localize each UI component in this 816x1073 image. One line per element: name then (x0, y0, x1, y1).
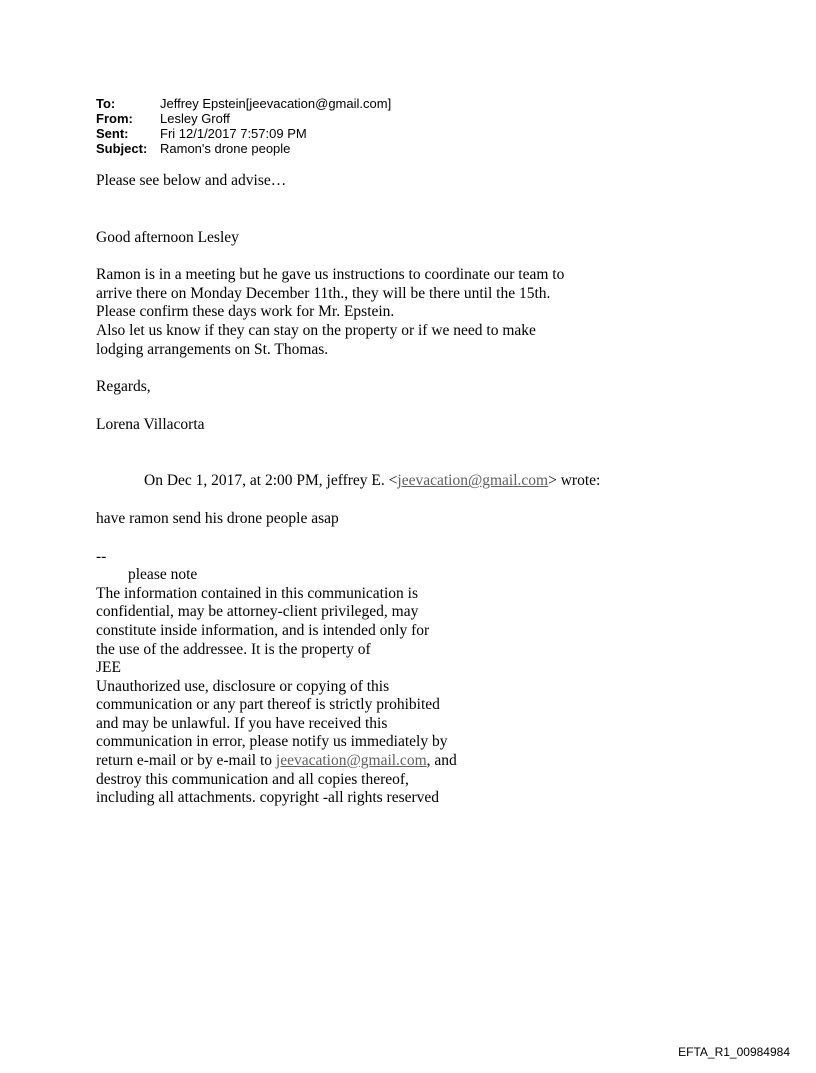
quote-attribution (96, 472, 796, 491)
body-line: arrive there on Monday December 11th., they will be there until the 15th. (96, 284, 551, 302)
quote-email-link[interactable]: jeevacation@gmail.com (397, 472, 549, 490)
disclaimer-line: including all attachments. copyright -all rights reserved (96, 789, 440, 807)
document-id: EFTA_R1_00984984 (678, 1045, 790, 1059)
email-header (96, 96, 391, 156)
sent-value: Fri 12/1/2017 7:57:09 PM (160, 126, 307, 141)
body-line: Ramon is in a meeting but he gave us instructions to coordinate our team to (96, 266, 565, 284)
intro-text: Please see below and advise… (96, 172, 287, 189)
quote-prefix: On Dec 1, 2017, at 2:00 PM, jeffrey E. < (144, 472, 398, 490)
disclaimer-line: constitute inside information, and is intended only for (96, 621, 430, 639)
quoted-message: have ramon send his drone people asap (96, 509, 339, 527)
disclaimer-line: confidential, may be attorney-client privileged, may (96, 603, 419, 621)
signature-separator: -- (96, 547, 107, 565)
greeting-text: Good afternoon Lesley (96, 228, 239, 246)
from-row (96, 111, 391, 126)
disclaimer-line: The information contained in this communication is (96, 584, 418, 602)
disclaimer-return-line (96, 752, 796, 771)
subject-value: Ramon's drone people (160, 141, 291, 156)
disclaimer-line: JEE (96, 659, 121, 677)
return-suffix: , and (426, 752, 457, 770)
from-value: Lesley Groff (160, 111, 230, 126)
sent-label: Sent: (96, 126, 129, 141)
to-row (96, 96, 391, 111)
disclaimer-line: destroy this communication and all copies thereof, (96, 770, 409, 788)
email-body (96, 172, 796, 808)
disclaimer-line: communication or any part thereof is strictly prohibited (96, 696, 440, 714)
from-label: From: (96, 111, 133, 126)
please-note: please note (128, 566, 198, 584)
disclaimer-line: Unauthorized use, disclosure or copying of this (96, 677, 390, 695)
subject-row (96, 141, 391, 156)
regards-text: Regards, (96, 378, 151, 396)
to-value: Jeffrey Epstein[jeevacation@gmail.com] (160, 96, 392, 111)
disclaimer-line: and may be unlawful. If you have received this (96, 714, 388, 732)
disclaimer-line: the use of the addressee. It is the property of (96, 640, 371, 658)
return-email-link[interactable]: jeevacation@gmail.com (275, 752, 427, 770)
quote-suffix: > wrote: (548, 472, 601, 490)
sent-row (96, 126, 391, 141)
body-line: Please confirm these days work for Mr. Epstein. (96, 303, 395, 321)
subject-label: Subject: (96, 141, 148, 156)
body-line: Also let us know if they can stay on the property or if we need to make (96, 321, 536, 339)
disclaimer-line: communication in error, please notify us immediately by (96, 733, 448, 751)
signature-text: Lorena Villacorta (96, 415, 205, 433)
to-label: To: (96, 96, 116, 111)
return-prefix: return e-mail or by e-mail to (96, 752, 276, 770)
body-line: lodging arrangements on St. Thomas. (96, 340, 329, 358)
